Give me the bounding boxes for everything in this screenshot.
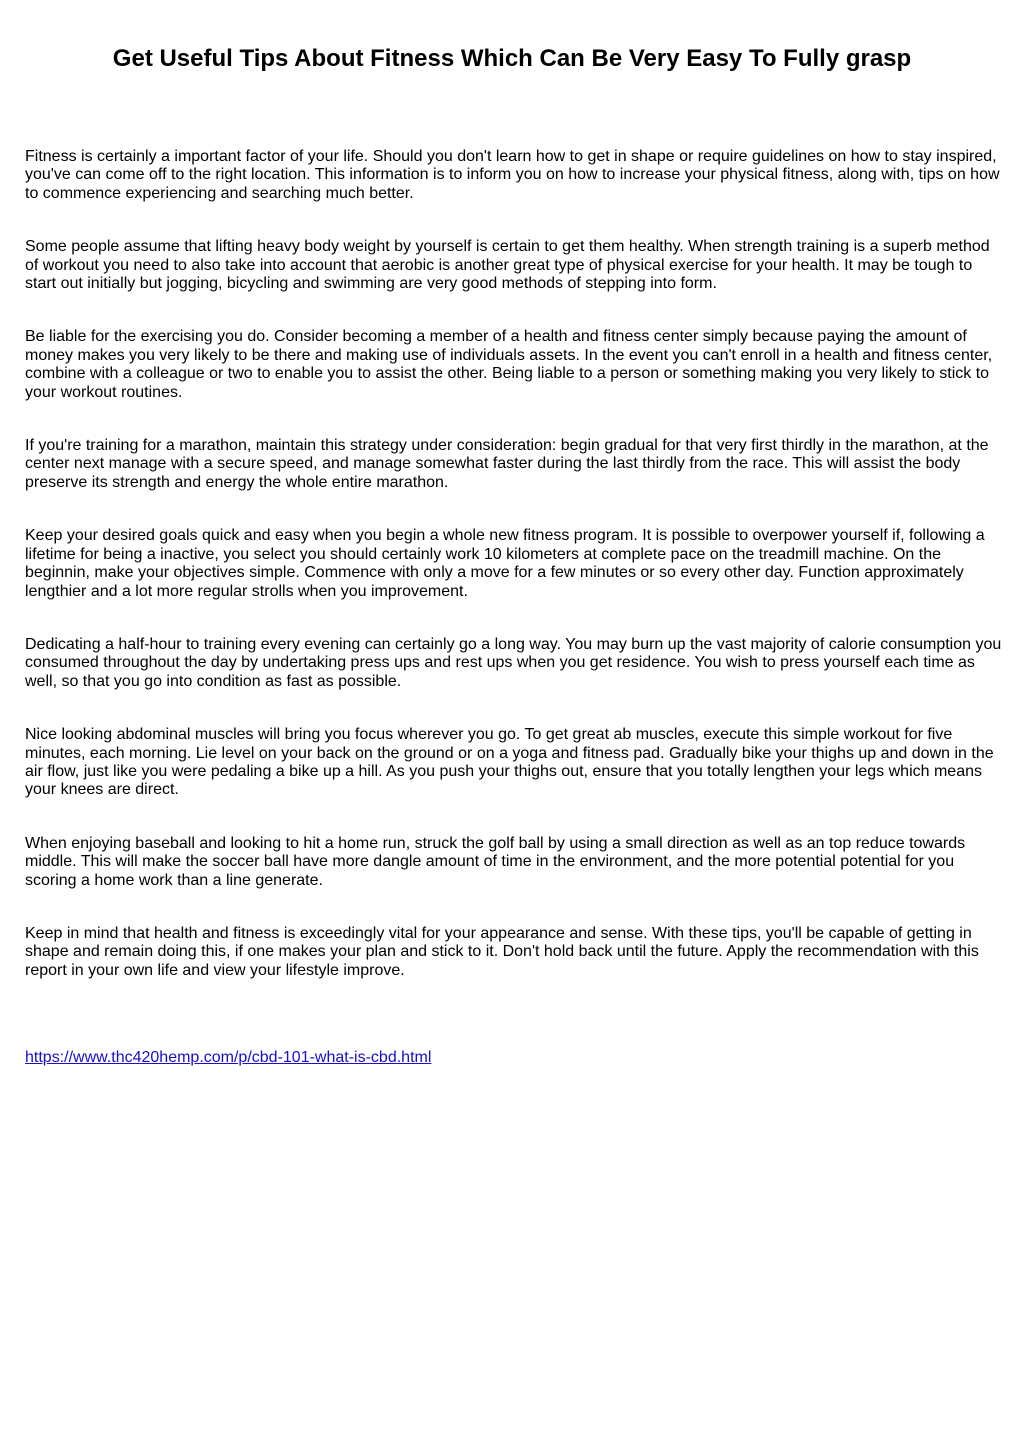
paragraph-4: If you're training for a marathon, maintain this strategy under consideration: begin gradual for that very first thirdly in the marathon, at the center next manage with a secure speed, and manage somewhat faster during the last thirdly from the race. This will assist the body preserve its strength and energy the whole entire marathon. (25, 437, 989, 491)
page-title: Get Useful Tips About Fitness Which Can Be Very Easy To Fully grasp (112, 45, 912, 72)
paragraph-2: Some people assume that lifting heavy body weight by yourself is certain to get them healthy. When strength training is a superb method of workout you need to also take into account that aerobic is another great type of physical exercise for your health. It may be tough to start out initially but jogging, bicycling and swimming are very good methods of stepping into form. (25, 238, 990, 293)
paragraph-3: Be liable for the exercising you do. Consider becoming a member of a health and fitness center simply because paying the amount of money makes you very likely to be there and making use of individuals assets. In the event you can't enroll in a health and fitness center, combine with a colleague or two to enable you to assist the other. Being liable to a person or something making you very likely to stick to your workout routines. (25, 328, 993, 401)
paragraph-5: Keep your desired goals quick and easy when you begin a whole new fitness program. It is possible to overpower yourself if, following a lifetime for being a inactive, you select you should certainly work 10 kilometers at complete pace on the treadmill machine. On the beginnin, make your objectives simple. Commence with only a move for a few minutes or so every other day. Function approximately lengthier and a lot more regular strolls when you improvement. (25, 527, 985, 600)
source-link[interactable]: https://www.thc420hemp.com/p/cbd-101-what-is-cbd.html (25, 1049, 432, 1066)
paragraph-1: Fitness is certainly a important factor of your life. Should you don't learn how to get in shape or require guidelines on how to stay inspired, you've can come off to the right location. This information is to inform you on how to increase your physical fitness, along with, tips on how to commence experiencing and searching much better. (25, 148, 1000, 202)
paragraph-9: Keep in mind that health and fitness is exceedingly vital for your appearance and sense. With these tips, you'll be capable of getting in shape and remain doing this, if one makes your plan and stick to it. Don't hold back until the future. Apply the recommendation with this report in your own life and view your lifestyle improve. (25, 924, 979, 979)
paragraph-8: When enjoying baseball and looking to hit a home run, struck the golf ball by using a small direction as well as an top reduce towards middle. This will make the soccer ball have more dangle amount of time in the environment, and the more potential potential for you scoring a home work than a line generate. (25, 834, 966, 889)
paragraph-7: Nice looking abdominal muscles will bring you focus wherever you go. To get great ab muscles, execute this simple workout for five minutes, each morning. Lie level on your back on the ground or on a yoga and fitness pad. Gradually bike your thighs up and down in the air flow, just like you were pedaling a bike up a hill. As you push your thighs out, ensure that you totally lengthen your legs which means your knees are direct. (25, 726, 994, 799)
document-body (25, 148, 1005, 1015)
paragraph-6: Dedicating a half-hour to training every evening can certainly go a long way. You may burn up the vast majority of calorie consumption you consumed throughout the day by undertaking press ups and rest ups when you get residence. You wish to press yourself each time as well, so that you go into condition as fast as possible. (25, 635, 1002, 690)
